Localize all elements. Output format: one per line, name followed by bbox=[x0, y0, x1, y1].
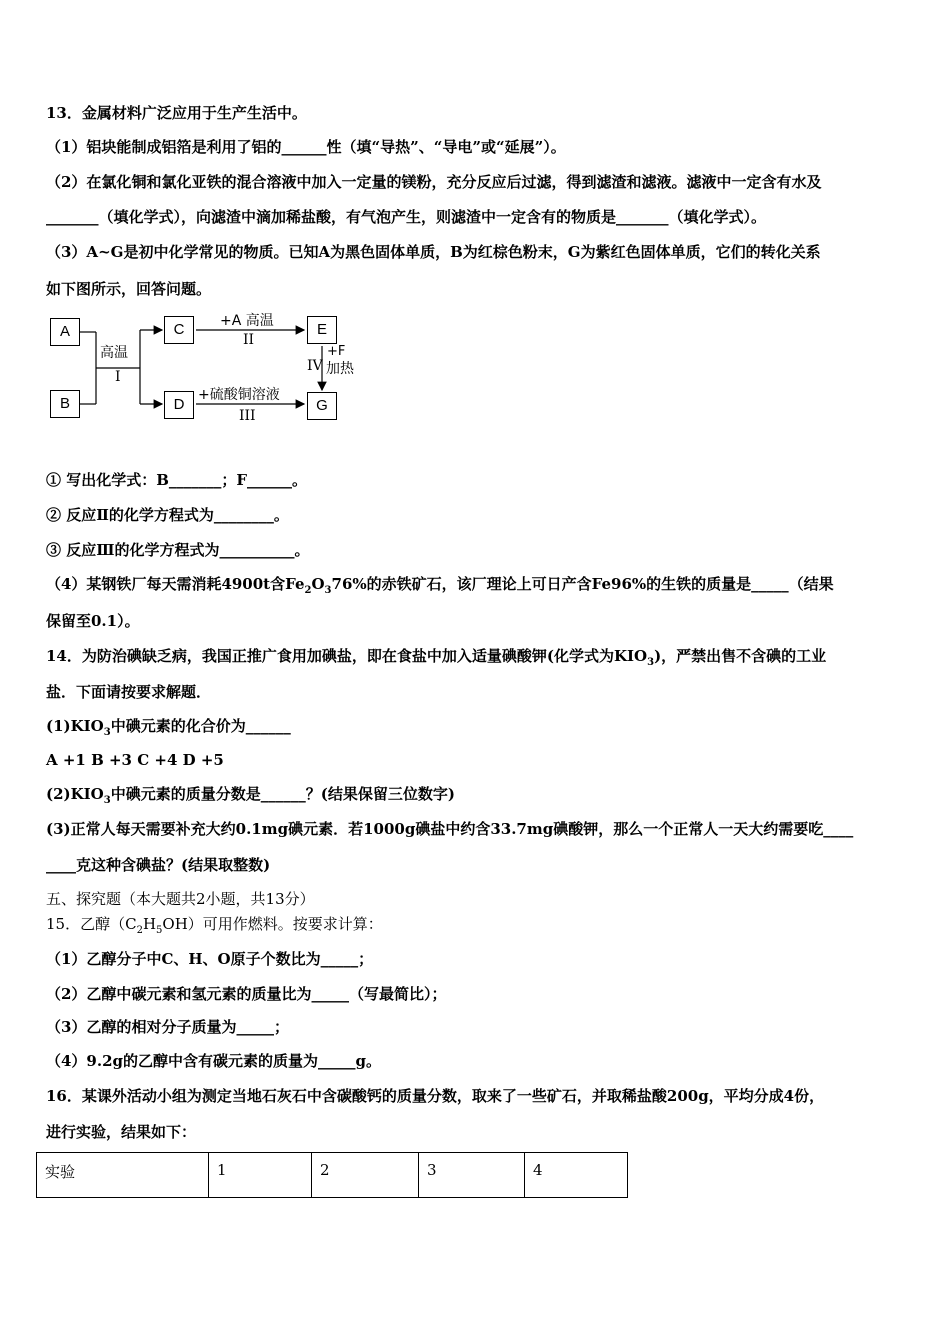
node-d: D bbox=[164, 391, 194, 419]
q14-line1: 14．为防治碘缺乏病，我国正推广食用加碘盐，即在食盐中加入适量碘酸钾(化学式为$KIO_3$)，严禁出售不含碘的工业 bbox=[46, 647, 827, 668]
table-header-cell: 4 bbox=[525, 1153, 628, 1198]
q15-part1: （1）乙醇分子中C、H、O原子个数比为_____； bbox=[46, 950, 374, 968]
node-e: E bbox=[307, 316, 337, 344]
cond-heating: 加热 bbox=[326, 361, 354, 377]
q13-title: 13．金属材料广泛应用于生产生活中。 bbox=[46, 104, 307, 122]
q16-line1: 16．某课外活动小组为测定当地石灰石中含碳酸钙的质量分数，取来了一些矿石，并取稀盐酸200g，平均分成4份， bbox=[46, 1087, 825, 1105]
q15-title: 15．乙醇$(C_2H_5OH)$可用作燃料。按要求计算： bbox=[46, 915, 383, 936]
q15-part4: （4）9.2g的乙醇中含有碳元素的质量为_____g。 bbox=[46, 1052, 382, 1070]
q13-part3-line2: 如下图所示，回答问题。 bbox=[46, 280, 212, 298]
q13-part4-line2: 保留至0.1）。 bbox=[46, 612, 140, 630]
q13-part3-line1: （3）A~G是初中化学常见的物质。已知A为黑色固体单质，B为红棕色粉末，G为紫红色固体单质，它们的转化关系 bbox=[46, 243, 821, 261]
q13-part1: （1）铝块能制成铝箔是利用了铝的______性（填“导热”、“导电”或“延展”）。 bbox=[46, 138, 566, 156]
table-header-cell: 实验 bbox=[37, 1153, 209, 1198]
reaction-2-label: II bbox=[243, 332, 255, 348]
reaction-3-label: III bbox=[239, 408, 256, 424]
q14-options: A +1 B +3 C +4 D +5 bbox=[46, 751, 224, 769]
node-g: G bbox=[307, 392, 337, 420]
q15-part2: （2）乙醇中碳元素和氢元素的质量比为_____（写最简比）； bbox=[46, 985, 447, 1003]
q14-line2: 盐．下面请按要求解题． bbox=[46, 683, 212, 701]
q15-part3: （3）乙醇的相对分子质量为_____； bbox=[46, 1018, 289, 1036]
cond-copper-sulfate: +硫酸铜溶液 bbox=[198, 387, 280, 403]
q13-sub1: ① 写出化学式：B_______；F______。 bbox=[46, 471, 308, 489]
table-row bbox=[37, 1153, 628, 1198]
results-table bbox=[36, 1152, 628, 1198]
q13-part2-line2: _______（填化学式），向滤渣中滴加稀盐酸，有气泡产生，则滤渣中一定含有的物质是_______（填化学式）。 bbox=[46, 208, 767, 226]
q14-part2: $(2)KIO_3$中碘元素的质量分数是______？(结果保留三位数字) bbox=[46, 785, 455, 806]
cond-plus-f: +F bbox=[327, 344, 346, 359]
q14-part3-line2: ____克这种含碘盐？(结果取整数) bbox=[46, 856, 271, 874]
q13-part4-line1: （4）某钢铁厂每天需消耗4900t含$Fe_2O_376\%$的赤铁矿石，该厂理论上可日产含Fe96%的生铁的质量是_____（结果 bbox=[46, 575, 834, 596]
table-header-cell: 3 bbox=[419, 1153, 525, 1198]
node-b: B bbox=[50, 390, 80, 418]
node-a: A bbox=[50, 318, 80, 346]
q13-sub3: ③ 反应Ⅲ的化学方程式为__________。 bbox=[46, 541, 310, 559]
reaction-4-label: IV bbox=[307, 358, 323, 374]
q14-part1: $(1)KIO_3$中碘元素的化合价为______ bbox=[46, 717, 291, 738]
q13-part2-line1: （2）在氯化铜和氯化亚铁的混合溶液中加入一定量的镁粉，充分反应后过滤，得到滤渣和滤液。滤液中一定含有水及 bbox=[46, 173, 822, 191]
conversion-diagram bbox=[44, 308, 384, 430]
cond-high-temp: 高温 bbox=[100, 345, 128, 361]
cond-a-high-temp: +A 高温 bbox=[220, 313, 274, 329]
q14-part3-line1: (3)正常人每天需要补充大约0.1mg碘元素．若1000g碘盐中约含33.7mg碘酸钾，那么一个正常人一天大约需要吃____ bbox=[46, 820, 854, 838]
table-header-cell: 2 bbox=[312, 1153, 419, 1198]
q13-sub2: ② 反应Ⅱ的化学方程式为________。 bbox=[46, 506, 289, 524]
node-c: C bbox=[164, 316, 194, 344]
q16-line2: 进行实验，结果如下： bbox=[46, 1123, 197, 1141]
table-header-cell: 1 bbox=[209, 1153, 312, 1198]
section-5-title: 五、探究题（本大题共2小题，共13分） bbox=[46, 890, 315, 908]
reaction-1-label: I bbox=[115, 369, 121, 385]
